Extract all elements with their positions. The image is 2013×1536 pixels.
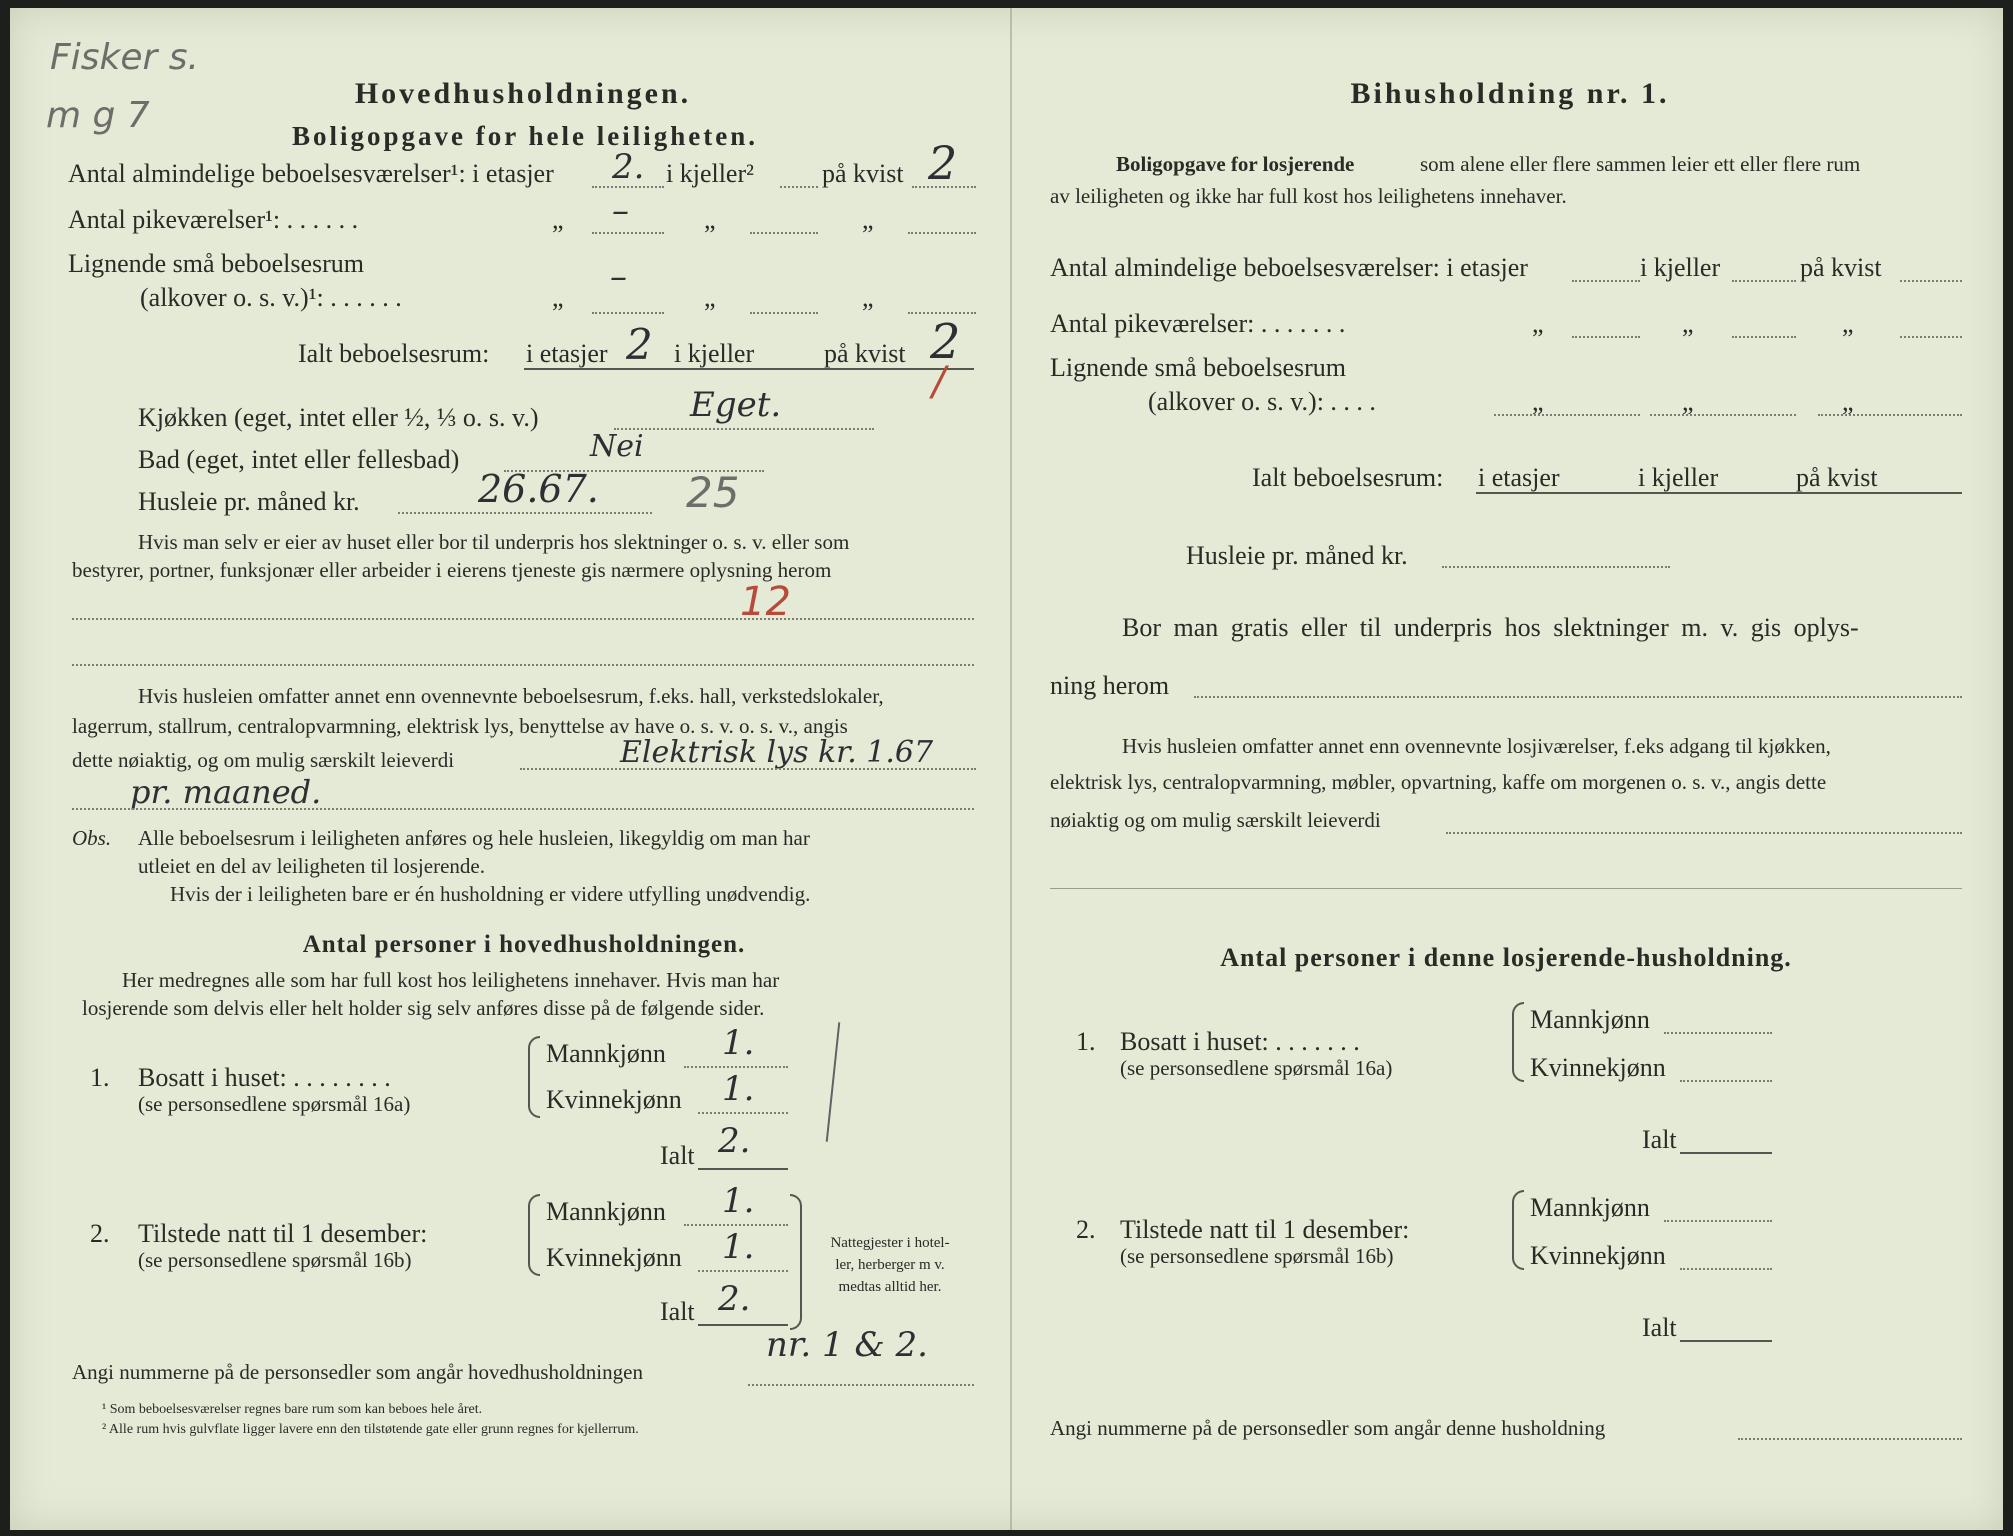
right-row3-label-a: Lignende små beboelsesrum — [1050, 353, 1347, 382]
left-row1-kvist-label: på kvist — [822, 159, 904, 188]
footnote-1: ¹ Som beboelsesværelser regnes bare rum som kan beboes hele året. — [102, 1402, 483, 1417]
ditto-mark: „ — [862, 205, 874, 234]
left-q1-kvinne-value: 1. — [722, 1069, 755, 1109]
margin-note-1: Fisker s. — [50, 37, 199, 78]
omfatter-value-2: pr. maaned. — [130, 773, 322, 811]
left-ialt-kjeller-label: i kjeller — [674, 339, 755, 368]
right-ialt-etasjer-label: i etasjer — [1478, 463, 1560, 492]
nattegjester-note-3: medtas alltid her. — [838, 1279, 942, 1295]
left-persons-title: Antal personer i hovedhusholdningen. — [302, 931, 746, 958]
right-q2-mann-label: Mannkjønn — [1530, 1193, 1650, 1222]
left-q1-sub: (se personsedlene spørsmål 16a) — [138, 1092, 411, 1116]
right-row2-label: Antal pikeværelser: . . . . . . . — [1050, 309, 1346, 338]
census-form-sheet — [10, 8, 2003, 1530]
left-row3-etasjer-value: – — [610, 257, 627, 297]
eier-text-2: bestyrer, portner, funksjonær eller arbeider i eierens tjeneste gis nærmere oplysning herom — [72, 558, 832, 582]
ditto-mark: „ — [552, 283, 564, 312]
left-row1-etasjer-value: 2. — [612, 147, 645, 187]
ditto-mark: „ — [862, 283, 874, 312]
bad-value: Nei — [590, 429, 644, 464]
right-q2-number: 2. — [1076, 1215, 1096, 1244]
left-persons-text-2: losjerende som delvis eller helt holder sig selv anføres disse på de følgende sider. — [82, 996, 765, 1020]
left-angi-value: nr. 1 & 2. — [766, 1325, 928, 1365]
right-q1-label: Bosatt i huset: . . . . . . . — [1120, 1027, 1360, 1056]
right-title: Bihusholdning nr. 1. — [1350, 77, 1670, 110]
left-q2-mann-value: 1. — [722, 1181, 755, 1221]
right-angi-label: Angi nummerne på de personsedler som angår denne husholdning — [1050, 1416, 1606, 1440]
left-q1-mann-value: 1. — [722, 1023, 755, 1063]
left-row3-label-a: Lignende små beboelsesrum — [68, 249, 365, 278]
nattegjester-note-1: Nattegjester i hotel- — [830, 1235, 950, 1251]
left-row3-label-b: (alkover o. s. v.)¹: . . . . . . — [140, 283, 402, 312]
red-correction-mark: / — [932, 359, 946, 405]
ditto-mark: „ — [1532, 309, 1544, 338]
right-gratis-1: Bor man gratis eller til underpris hos slektninger m. v. gis oplys- — [1122, 613, 1859, 642]
right-q2-label: Tilstede natt til 1 desember: — [1120, 1215, 1410, 1244]
right-q2-kvinne-label: Kvinnekjønn — [1530, 1241, 1666, 1270]
right-omfatter-2: elektrisk lys, centralopvarmning, møbler, opvartning, kaffe om morgenen o. s. v., angis dette — [1050, 770, 1827, 794]
left-subtitle: Boligopgave for hele leiligheten. — [292, 121, 758, 151]
ditto-mark: „ — [704, 283, 716, 312]
right-husleie-label: Husleie pr. måned kr. — [1186, 541, 1408, 570]
left-persons-text-1: Her medregnes alle som har full kost hos leilighetens innehaver. Hvis man har — [122, 968, 780, 992]
ditto-mark: „ — [1532, 387, 1544, 416]
right-intro-rest: som alene eller flere sammen leier ett eller flere rum — [1420, 152, 1861, 176]
left-q1-ialt-value: 2. — [718, 1121, 751, 1161]
red-mark-12: 12 — [740, 579, 791, 625]
ditto-mark: „ — [552, 205, 564, 234]
left-q1-number: 1. — [90, 1063, 110, 1092]
right-q1-kvinne-label: Kvinnekjønn — [1530, 1053, 1666, 1082]
right-row3-label-b: (alkover o. s. v.): . . . . — [1148, 387, 1376, 416]
kjokken-label: Kjøkken (eget, intet eller ½, ⅓ o. s. v.) — [138, 403, 539, 432]
ditto-mark: „ — [704, 205, 716, 234]
right-ialt-kjeller-label: i kjeller — [1638, 463, 1719, 492]
right-ialt-kvist-label: på kvist — [1796, 463, 1878, 492]
left-row2-label: Antal pikeværelser¹: . . . . . . — [68, 205, 359, 234]
right-row1-kvist-label: på kvist — [1800, 253, 1882, 282]
left-title: Hovedhusholdningen. — [354, 77, 692, 110]
footnote-2: ² Alle rum hvis gulvflate ligger lavere enn den tilstøtende gate eller grunn regnes for kjellerrum. — [102, 1422, 639, 1437]
left-row1-label: Antal almindelige beboelsesværelser¹: i etasjer — [68, 159, 554, 188]
ditto-mark: „ — [1842, 309, 1854, 338]
left-row1-kjeller-label: i kjeller² — [666, 159, 754, 188]
right-row1-label: Antal almindelige beboelsesværelser: i etasjer — [1050, 253, 1528, 282]
right-q2-sub: (se personsedlene spørsmål 16b) — [1120, 1244, 1394, 1268]
right-intro-2: av leiligheten og ikke har full kost hos leilighetens innehaver. — [1050, 184, 1567, 208]
bad-label: Bad (eget, intet eller fellesbad) — [138, 445, 460, 474]
center-fold — [1010, 8, 1012, 1530]
husleie-value: 26.67. — [478, 467, 599, 511]
nattegjester-note-2: ler, herberger m v. — [835, 1257, 945, 1273]
right-gratis-2: ning herom — [1050, 671, 1170, 700]
right-q1-ialt-label: Ialt — [1642, 1125, 1677, 1154]
right-omfatter-1: Hvis husleien omfatter annet enn ovennevnte losjiværelser, f.eks adgang til kjøkken, — [1122, 734, 1831, 758]
omfatter-value-1: Elektrisk lys kr. 1.67 — [620, 735, 934, 770]
left-angi-label: Angi nummerne på de personsedler som angår hovedhusholdningen — [72, 1360, 643, 1384]
husleie-pencil-correction: 25 — [686, 468, 740, 517]
left-row1-kvist-value: 2 — [928, 136, 958, 190]
obs-tag: Obs. — [72, 826, 112, 850]
right-omfatter-3: nøiaktig og om mulig særskilt leieverdi — [1050, 808, 1381, 832]
right-q1-mann-label: Mannkjønn — [1530, 1005, 1650, 1034]
omfatter-text-3: dette nøiaktig, og om mulig særskilt leieverdi — [72, 748, 455, 772]
left-ialt-etasjer-value: 2 — [626, 320, 653, 369]
right-q2-ialt-label: Ialt — [1642, 1313, 1677, 1342]
left-q2-ialt-label: Ialt — [660, 1297, 695, 1326]
left-q2-ialt-value: 2. — [718, 1279, 751, 1319]
ditto-mark: „ — [1842, 387, 1854, 416]
margin-note-2: m g 7 — [46, 95, 150, 136]
left-row2-etasjer-value: – — [612, 191, 629, 231]
obs-text-3: Hvis der i leiligheten bare er én husholdning er videre utfylling unødvendig. — [170, 882, 811, 906]
right-q1-number: 1. — [1076, 1027, 1096, 1056]
left-q2-mann-label: Mannkjønn — [546, 1197, 666, 1226]
husleie-label: Husleie pr. måned kr. — [138, 487, 360, 516]
left-q1-label: Bosatt i huset: . . . . . . . . — [138, 1063, 391, 1092]
left-q1-kvinne-label: Kvinnekjønn — [546, 1085, 682, 1114]
left-q2-kvinne-value: 1. — [722, 1227, 755, 1267]
left-q2-number: 2. — [90, 1219, 110, 1248]
check-mark — [826, 1022, 841, 1142]
right-q1-sub: (se personsedlene spørsmål 16a) — [1120, 1056, 1393, 1080]
kjokken-value: Eget. — [690, 385, 782, 425]
ditto-mark: „ — [1682, 387, 1694, 416]
eier-text-1: Hvis man selv er eier av huset eller bor til underpris hos slektninger o. s. v. eller som — [138, 530, 850, 554]
left-q1-mann-label: Mannkjønn — [546, 1039, 666, 1068]
omfatter-text-2: lagerrum, stallrum, centralopvarmning, elektrisk lys, benyttelse av have o. s. v. o. s. v., angis — [72, 714, 848, 738]
left-ialt-kvist-label: på kvist — [824, 339, 906, 368]
right-persons-title: Antal personer i denne losjerende-husholdning. — [1220, 943, 1792, 972]
left-q1-ialt-label: Ialt — [660, 1141, 695, 1170]
left-q2-kvinne-label: Kvinnekjønn — [546, 1243, 682, 1272]
left-q2-sub: (se personsedlene spørsmål 16b) — [138, 1248, 412, 1272]
right-ialt-label: Ialt beboelsesrum: — [1252, 463, 1444, 492]
right-intro-bold: Boligopgave for losjerende — [1116, 152, 1355, 176]
left-ialt-kvist-value: 2 — [930, 314, 961, 370]
left-ialt-label: Ialt beboelsesrum: — [298, 339, 490, 368]
left-ialt-etasjer-label: i etasjer — [526, 339, 608, 368]
ditto-mark: „ — [1682, 309, 1694, 338]
right-row1-kjeller-label: i kjeller — [1640, 253, 1721, 282]
left-q2-label: Tilstede natt til 1 desember: — [138, 1219, 428, 1248]
obs-text-2: utleiet en del av leiligheten til losjerende. — [138, 854, 485, 878]
omfatter-text-1: Hvis husleien omfatter annet enn ovennevnte beboelsesrum, f.eks. hall, verkstedslokaler, — [138, 684, 884, 708]
obs-text-1: Alle beboelsesrum i leiligheten anføres og hele husleien, likegyldig om man har — [138, 826, 810, 850]
